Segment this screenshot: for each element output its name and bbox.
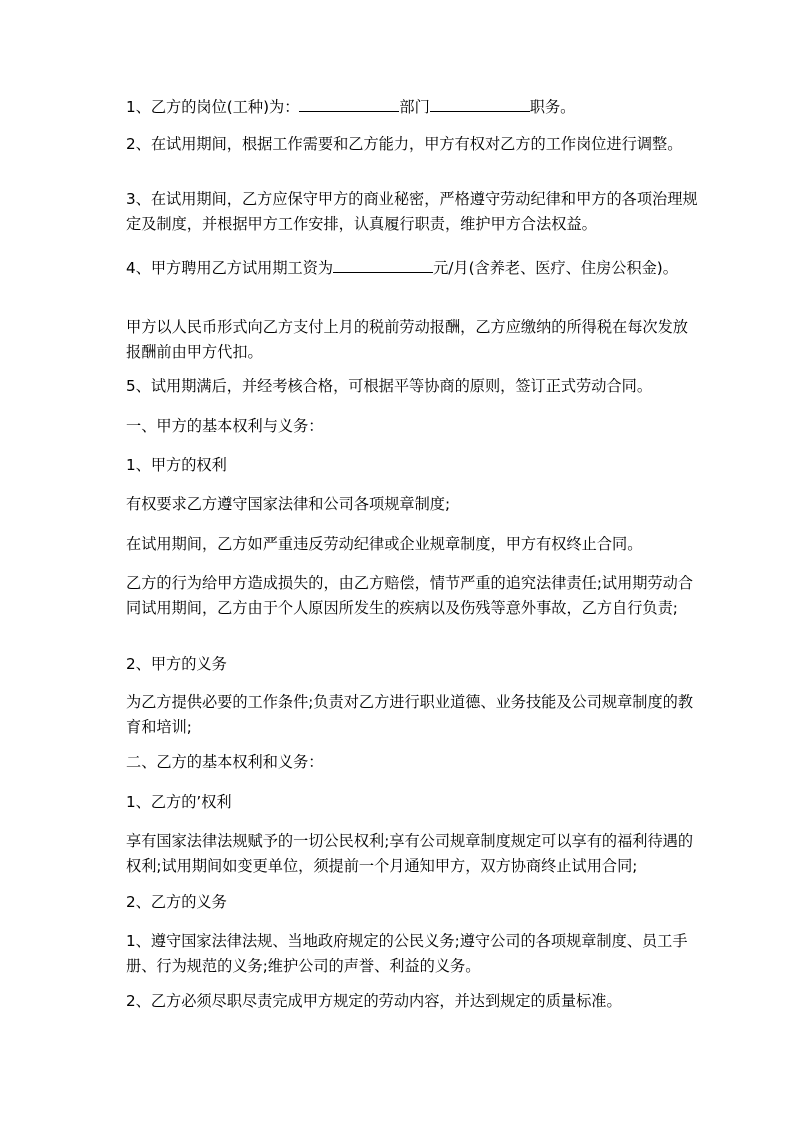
party-a-duty-1: 为乙方提供必要的工作条件;负责对乙方进行职业道德、业务技能及公司规章制度的教育和培训; xyxy=(126,693,694,736)
clause-confidentiality: 3、在试用期间，乙方应保守甲方的商业秘密，严格遵守劳动纪律和甲方的各项治理规定及制度，并根据甲方工作安排，认真履行职责，维护甲方合法权益。 xyxy=(126,190,698,233)
party-b-duty-2: 2、乙方必须尽职尽责完成甲方规定的劳动内容，并达到规定的质量标准。 xyxy=(126,992,622,1010)
subheading-party-b-duties: 2、乙方的义务 xyxy=(126,893,227,911)
clause-formal-contract: 5、试用期满后，并经考核合格，可根据平等协商的原则，签订正式劳动合同。 xyxy=(126,377,653,395)
clause-position-text: 1、乙方的岗位(工种)为： xyxy=(126,98,300,116)
clause-tax: 甲方以人民币形式向乙方支付上月的税前劳动报酬，乙方应缴纳的所得税在每次发放报酬前由甲方代扣。 xyxy=(126,318,688,361)
salary-blank[interactable] xyxy=(333,255,433,273)
subheading-party-b-rights: 1、乙方的’权利 xyxy=(126,793,232,811)
subheading-party-a-duties: 2、甲方的义务 xyxy=(126,655,227,673)
position-blank[interactable] xyxy=(299,94,399,112)
department-blank[interactable] xyxy=(430,94,530,112)
party-a-right-2: 在试用期间，乙方如严重违反劳动纪律或企业规章制度，甲方有权终止合同。 xyxy=(126,535,643,553)
salary-unit: 元/月(含养老、医疗、住房公积金)。 xyxy=(433,259,678,277)
clause-adjustment: 2、在试用期间，根据工作需要和乙方能力，甲方有权对乙方的工作岗位进行调整。 xyxy=(126,135,683,153)
subheading-party-a-rights: 1、甲方的权利 xyxy=(126,456,227,474)
clause-salary-text: 4、甲方聘用乙方试用期工资为 xyxy=(126,259,334,277)
party-b-right-1: 享有国家法律法规赋予的一切公民权利;享有公司规章制度规定可以享有的福利待遇的权利;试用期间如变更单位，须提前一个月通知甲方，双方协商终止试用合同; xyxy=(126,832,694,875)
duty-label: 职务。 xyxy=(529,98,576,116)
department-label: 部门 xyxy=(399,98,430,116)
section-heading-party-a: 一、甲方的基本权利与义务： xyxy=(126,417,324,435)
party-a-right-1: 有权要求乙方遵守国家法律和公司各项规章制度; xyxy=(126,495,451,513)
clause-salary xyxy=(126,255,698,281)
section-heading-party-b: 二、乙方的基本权利和义务： xyxy=(126,753,324,771)
party-a-right-3: 乙方的行为给甲方造成损失的，由乙方赔偿，情节严重的追究法律责任;试用期劳动合同试用期间，乙方由于个人原因所发生的疾病以及伤残等意外事故，乙方自行负责; xyxy=(126,574,694,617)
clause-position xyxy=(126,94,698,120)
party-b-duty-1: 1、遵守国家法律法规、当地政府规定的公民义务;遵守公司的各项规章制度、员工手册、行为规范的义务;维护公司的声誉、利益的义务。 xyxy=(126,932,688,975)
